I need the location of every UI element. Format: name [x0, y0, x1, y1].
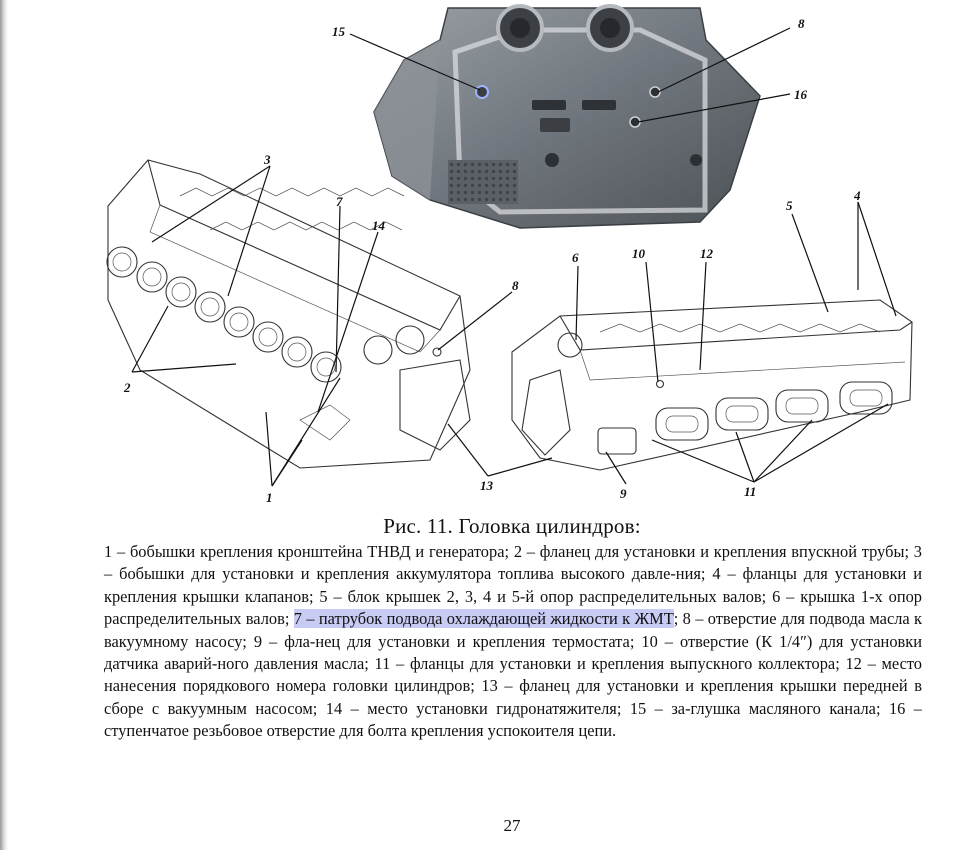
callout-8-top: 8 [798, 16, 805, 31]
cylinder-head-drawing-left [107, 160, 470, 468]
legend-text-part2: ; 8 – отверстие для подвода масла к вакуумному насосу; 9 – фла-нец для установки и крепления термостата; 10 – отверстие (К 1/4″) для установки датчика аварий-ного давления масла; 11 – фланцы для установки и крепления выпускного коллектора; 12 – место нанесения порядкового номера головки цилиндров; 13 – фланец для установки и крепления крышки передней в сборе с вакуумным насосом; 14 – место установки гидронатяжителя; 15 – за-глушка масляного канала; 16 – ступенчатое резьбовое отверстие для болта крепления успокоителя цепи. [104, 609, 922, 741]
cylinder-head-drawing-right [512, 300, 912, 470]
legend-text-part1: 1 – бобышки крепления кронштейна ТНВД и генератора; 2 – фланец для установки и крепления впускной трубы; 3 – бобышки для установки и крепления аккумулятора топлива высокого давле-ния; 4 – фланцы для установки и крепления крышки клапанов; 5 – блок крышек 2, 3, 4 и 5-й опор распределительных валов; 6 – крышка 1-х опор распределительных валов; [104, 542, 922, 629]
cylinder-head-photo [374, 6, 760, 228]
callout-13: 13 [480, 478, 493, 493]
figure-caption-title: Рис. 11. Головка цилиндров: [383, 514, 641, 538]
callout-6: 6 [572, 250, 579, 265]
callout-12: 12 [700, 246, 713, 261]
callout-1: 1 [266, 490, 273, 505]
highlighted-text-selection[interactable]: 7 – патрубок подвода охлаждающей жидкости к ЖМТ [293, 609, 674, 629]
callout-11: 11 [744, 484, 757, 499]
callout-4: 4 [854, 188, 861, 203]
callout-9: 9 [620, 486, 627, 501]
callout-15: 15 [332, 24, 345, 39]
callout-5: 5 [786, 198, 793, 213]
callout-14: 14 [372, 218, 385, 233]
figure-caption-legend [104, 541, 922, 743]
callout-3: 3 [264, 152, 271, 167]
callout-8-left: 8 [512, 278, 519, 293]
callout-7: 7 [336, 194, 343, 209]
page-number: 27 [503, 816, 521, 835]
callout-2: 2 [124, 380, 131, 395]
callout-10: 10 [632, 246, 645, 261]
callout-16: 16 [794, 87, 807, 102]
